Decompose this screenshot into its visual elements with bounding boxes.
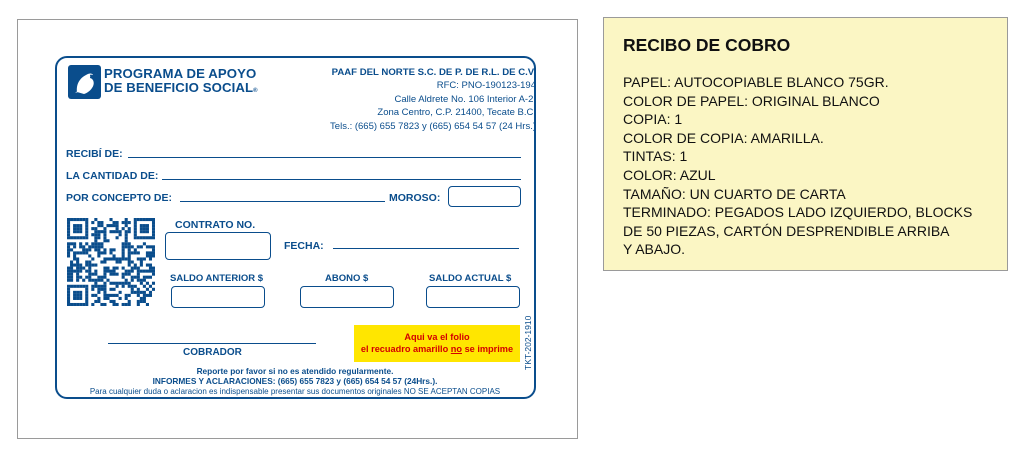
spec-line: COLOR DE PAPEL: ORIGINAL BLANCO (623, 92, 880, 109)
spec-line: Y ABAJO. (623, 241, 685, 258)
spec-line: COLOR: AZUL (623, 166, 716, 183)
footer-report: Reporte por favor si no es atendido regularmente. (196, 366, 394, 376)
spec-title: RECIBO DE COBRO (623, 35, 791, 55)
footer-informes: INFORMES Y ACLARACIONES: (665) 655 7823 y (665) 654 54 57 (24Hrs.). (152, 376, 438, 386)
company-address-1: Calle Aldrete No. 106 Interior A-2, (394, 93, 536, 105)
cantidad-line[interactable] (162, 179, 521, 180)
recibi-line[interactable] (128, 157, 521, 158)
side-code: TKT-202-1910 (523, 315, 533, 370)
moroso-label: MOROSO: (389, 192, 441, 204)
cobrador-label: COBRADOR (183, 347, 242, 358)
fecha-line[interactable] (333, 248, 519, 249)
abono-label: ABONO $ (325, 273, 369, 284)
org-name-line1: PROGRAMA DE APOYO (104, 66, 257, 81)
saldo-actual-box[interactable] (426, 286, 520, 308)
registered-mark: ® (253, 88, 258, 94)
folio-note-line1: Aqui va el folio (404, 332, 470, 342)
contrato-label: CONTRATO NO. (175, 219, 256, 231)
folio-note (354, 325, 520, 362)
spec-line: PAPEL: AUTOCOPIABLE BLANCO 75GR. (623, 74, 889, 90)
spec-line: TINTAS: 1 (623, 148, 688, 165)
spec-line: TAMAÑO: UN CUARTO DE CARTA (623, 185, 846, 202)
org-name-line2: DE BENEFICIO SOCIAL® (104, 80, 258, 95)
qr-code-icon (67, 218, 155, 306)
spec-line: DE 50 PIEZAS, CARTÓN DESPRENDIBLE ARRIBA (623, 222, 950, 239)
moroso-box[interactable] (448, 186, 521, 207)
company-rfc: RFC: PNO-190123-194 (436, 80, 536, 92)
company-address-2: Zona Centro, C.P. 21400, Tecate B.C. (377, 107, 536, 119)
spec-line: COPIA: 1 (623, 111, 683, 128)
company-phones: Tels.: (665) 655 7823 y (665) 654 54 57 (24 Hrs.) (330, 120, 536, 132)
abono-box[interactable] (300, 286, 394, 308)
fecha-label: FECHA: (284, 240, 324, 252)
folio-note-line2: el recuadro amarillo no se imprime (360, 344, 514, 354)
spec-lines (623, 73, 1003, 259)
cobrador-line[interactable] (108, 343, 316, 344)
saldo-anterior-box[interactable] (171, 286, 265, 308)
saldo-actual-label: SALDO ACTUAL $ (429, 273, 512, 284)
org-name (104, 67, 258, 98)
company-info (330, 66, 536, 133)
recibi-label: RECIBÍ DE: (66, 148, 123, 160)
concepto-label: POR CONCEPTO DE: (66, 192, 172, 204)
bird-logo-icon (68, 65, 101, 99)
footer-disclaimer: Para cualquier duda o aclaracion es indispensable presentar sus documentos originales NO SE ACEPTAN COPIAS (89, 387, 501, 396)
contrato-box[interactable] (165, 232, 271, 260)
company-name: PAAF DEL NORTE S.C. DE P. DE R.L. DE C.V. (331, 67, 536, 78)
concepto-line[interactable] (180, 201, 385, 202)
cantidad-label: LA CANTIDAD DE: (66, 170, 159, 182)
saldo-anterior-label: SALDO ANTERIOR $ (170, 273, 264, 284)
spec-line: TERMINADO: PEGADOS LADO IZQUIERDO, BLOCKS (623, 204, 973, 221)
spec-line: COLOR DE COPIA: AMARILLA. (623, 129, 824, 146)
